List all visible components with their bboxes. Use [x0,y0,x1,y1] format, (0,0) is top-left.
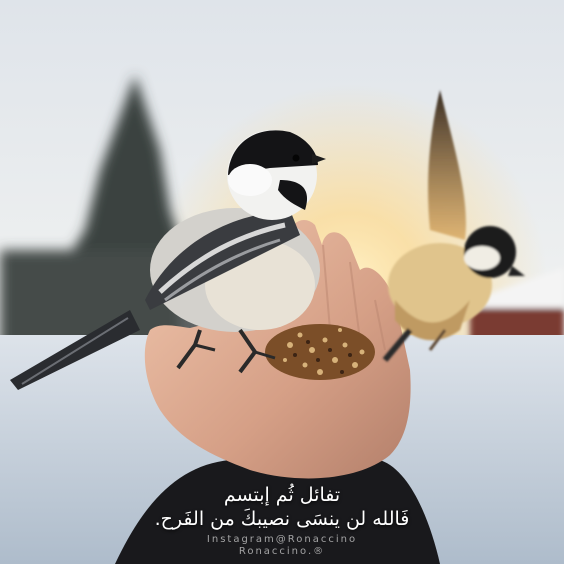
watermark-name: Ronaccino.® [238,546,326,557]
caption-line-2: فَالله لن ينسَى نصيبكَ من الفَرح. [154,508,410,530]
watermark-instagram: Instagram@Ronaccino [206,534,358,545]
bird-seeds [265,324,375,380]
caption-line-1: تفائل ثُم إبتسم [223,484,341,506]
